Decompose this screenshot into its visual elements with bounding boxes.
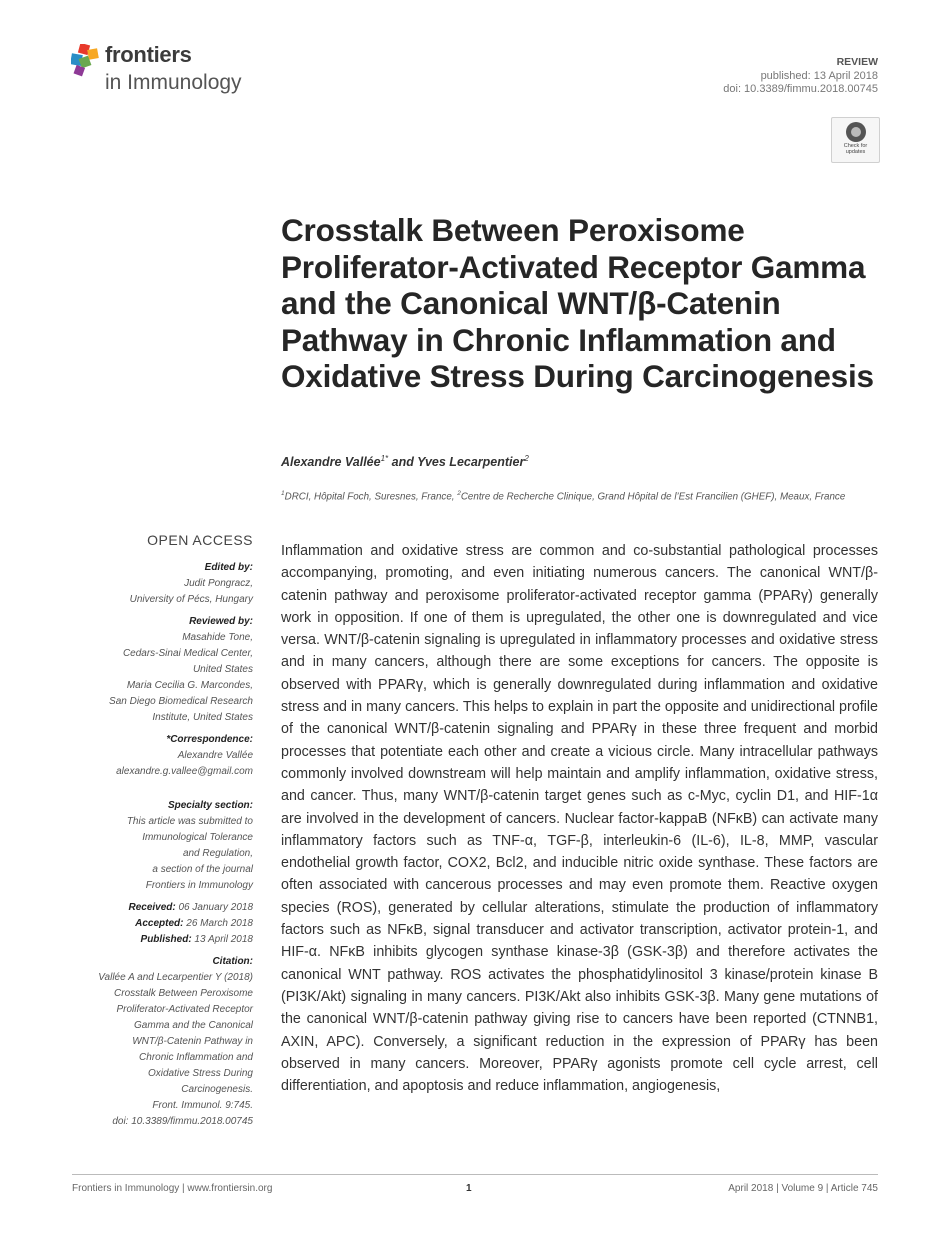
dates-section xyxy=(73,900,253,948)
published-date: 13 April 2018 xyxy=(191,934,253,945)
reviewer-affiliation: Cedars-Sinai Medical Center, xyxy=(122,648,253,659)
logo-name: frontiers xyxy=(105,42,192,67)
reviewer-name[interactable]: Masahide Tone, xyxy=(182,632,253,643)
received-date: 06 January 2018 xyxy=(175,902,253,913)
accepted-date: 26 March 2018 xyxy=(183,918,253,929)
section-label: Reviewed by: xyxy=(189,616,253,627)
affil-sup: 1 xyxy=(281,490,285,497)
citation-text: Proliferator-Activated Receptor xyxy=(116,1004,253,1015)
citation-text: Front. Immunol. 9:745. xyxy=(152,1100,253,1111)
footer-journal-site[interactable]: Frontiers in Immunology | www.frontiersin.org xyxy=(72,1183,273,1194)
specialty-text: and Regulation, xyxy=(182,848,253,859)
author-name[interactable]: Alexandre Vallée xyxy=(281,455,381,470)
article-title: Crosstalk Between Peroxisome Proliferator-Activated Receptor Gamma and the Canonical WNT/β-Catenin Pathway in Chronic Inflammation and Oxidative Stress During Carcinogenesis xyxy=(281,212,874,394)
check-for-updates-badge[interactable] xyxy=(831,117,880,163)
reviewer-affiliation: United States xyxy=(192,664,253,675)
journal-logo xyxy=(71,42,271,102)
section-label: Citation: xyxy=(212,956,253,967)
article-sidebar xyxy=(73,532,253,1136)
citation-text: Crosstalk Between Peroxisome xyxy=(114,988,253,999)
footer-divider xyxy=(72,1174,878,1175)
accepted-line xyxy=(73,916,253,932)
received-line xyxy=(73,900,253,916)
citation-text: Chronic Inflammation and xyxy=(139,1052,253,1063)
author-list xyxy=(281,454,529,469)
page-number: 1 xyxy=(466,1183,472,1194)
section-label: Accepted: xyxy=(135,918,184,929)
section-label: Edited by: xyxy=(204,562,253,573)
section-label: Received: xyxy=(128,902,176,913)
affiliation: DRCI, Hôpital Foch, Suresnes, France, xyxy=(284,491,458,503)
citation-section xyxy=(73,954,253,1130)
author-name[interactable]: Yves Lecarpentier xyxy=(417,455,525,470)
affiliations xyxy=(281,486,881,505)
citation-text: Carcinogenesis. xyxy=(181,1084,253,1095)
specialty-section xyxy=(73,798,253,894)
citation-doi[interactable]: doi: 10.3389/fimmu.2018.00745 xyxy=(112,1116,253,1127)
abstract-paragraph: Inflammation and oxidative stress are common and co-substantial pathological processes accompanying, promoting, and even initiating numerous cancers. The canonical WNT/β-catenin pathway and peroxisome proliferator-activated receptor gamma (PPARγ) generally work in opposition. If one of them is upregulated, the other one is downregulated and vice versa. WNT/β-catenin signaling is upregulated in inflammatory processes and oxidative stress and in many cancers, although there are some exceptions for cancers. The opposite is observed with PPARγ, which is generally downregulated during inflammation and oxidative stress and in many cancers. This helps to explain in part the opposite and unidirectional profile of the canonical WNT/β-catenin signaling and PPARγ in these three frequent and morbid processes that potentiate each other and create a vicious circle. Many intracellular pathways commonly involved downstream will help maintain and amplify inflammation, oxidative stress, and cancer. Thus, many WNT/β-catenin target genes such as c-Myc, cyclin D1, and HIF-1α are involved in the development of cancers. Nuclear factor-kappaB (NFκB) can activate many inflammatory factors such as TNF-α, TGF-β, interleukin-6 (IL-6), IL-8, MMP, vascular endothelial growth factor, COX2, Bcl2, and inducible nitric oxide synthase. These factors are often associated with cancerous processes and may even promote them. Reactive oxygen species (ROS), generated by cellular alterations, stimulate the production of inflammatory factors such as NFκB, signal transducer and activator transcription, activator protein-1, and HIF-α. NFκB inhibits glycogen synthase kinase-3β (GSK-3β) and therefore activates the canonical WNT pathway. ROS activates the phosphatidylinositol 3 kinase/protein kinase B (PI3K/Akt) signaling in many cancers. PI3K/Akt also inhibits GSK-3β. Many gene mutations of the canonical WNT/β-catenin pathway giving rise to cancers have been reported (CTNNB1, AXIN, APC). Conversely, a significant reduction in the expression of PPARγ has been observed in many cancers. Moreover, PPARγ agonists promote cell cycle arrest, cell differentiation, and apoptosis and reduce inflammation, angiogenesis, xyxy=(281,543,878,1095)
reviewer-name[interactable]: Maria Cecilia G. Marcondes, xyxy=(126,680,253,691)
reviewer-affiliation: Institute, United States xyxy=(152,712,253,723)
check-updates-label-2: updates xyxy=(845,149,866,155)
published-line xyxy=(73,932,253,948)
published-date: published: 13 April 2018 xyxy=(760,69,878,82)
correspondence-email[interactable]: alexandre.g.vallee@gmail.com xyxy=(116,766,253,777)
check-updates-icon xyxy=(846,122,866,142)
affil-sup: 2 xyxy=(457,490,461,497)
section-label: *Correspondence: xyxy=(166,734,253,745)
footer-issue-info: April 2018 | Volume 9 | Article 745 xyxy=(728,1183,878,1194)
author-affil-sup: 2 xyxy=(524,454,529,463)
citation-text: WNT/β-Catenin Pathway in xyxy=(132,1036,253,1047)
section-label: Specialty section: xyxy=(167,800,253,811)
citation-text: Vallée A and Lecarpentier Y (2018) xyxy=(98,972,253,983)
reviewed-by-section xyxy=(73,614,253,726)
edited-by-section xyxy=(73,560,253,608)
article-meta-header xyxy=(723,56,878,97)
frontiers-logo-icon xyxy=(71,44,101,78)
affiliation: Centre de Recherche Clinique, Grand Hôpital de l’Est Francilien (GHEF), Meaux, France xyxy=(460,491,846,503)
logo-journal: in Immunology xyxy=(105,71,242,94)
article-type: REVIEW xyxy=(836,56,878,68)
citation-text: Oxidative Stress During xyxy=(147,1068,253,1079)
doi[interactable]: doi: 10.3389/fimmu.2018.00745 xyxy=(723,83,878,95)
specialty-text: This article was submitted to xyxy=(126,816,253,827)
specialty-text: Immunological Tolerance xyxy=(142,832,253,843)
open-access-label: OPEN ACCESS xyxy=(147,532,253,548)
specialty-text: a section of the journal xyxy=(152,864,253,875)
reviewer-affiliation: San Diego Biomedical Research xyxy=(109,696,253,707)
specialty-text: Frontiers in Immunology xyxy=(145,880,253,891)
author-affil-sup: 1* xyxy=(380,454,389,463)
author-separator: and xyxy=(388,455,418,470)
editor-name[interactable]: Judit Pongracz, xyxy=(184,578,253,589)
correspondence-section xyxy=(73,732,253,780)
citation-text: Gamma and the Canonical xyxy=(134,1020,253,1031)
editor-affiliation: University of Pécs, Hungary xyxy=(129,594,253,605)
correspondence-name: Alexandre Vallée xyxy=(177,750,253,761)
check-updates-label-1: Check for xyxy=(843,143,868,149)
section-label: Published: xyxy=(140,934,192,945)
